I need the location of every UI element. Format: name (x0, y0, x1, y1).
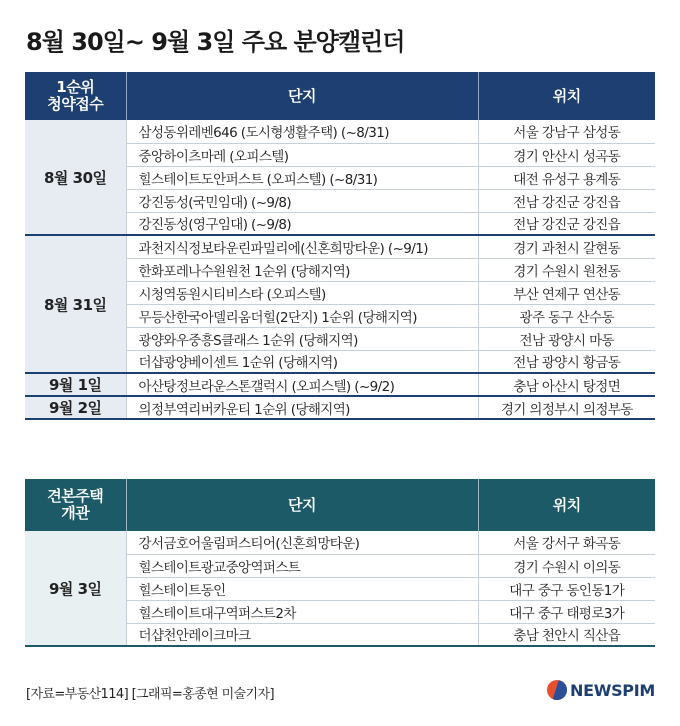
header-name: 단지 (126, 72, 478, 120)
complex-name-cell: 무등산한국아델리움더힐(2단지) 1순위 (당해지역) (126, 304, 478, 327)
complex-name-cell: 광양와우중흥S클래스 1순위 (당해지역) (126, 327, 478, 350)
location-cell: 충남 천안시 직산읍 (478, 623, 655, 646)
date-cell: 9월 1일 (25, 373, 126, 396)
complex-name-cell: 아산탕정브라운스톤갤럭시 (오피스텔) (~9/2) (126, 373, 478, 396)
table-row (25, 120, 655, 143)
header-date (25, 479, 126, 531)
location-cell: 대구 중구 동인동1가 (478, 577, 655, 600)
location-cell: 경기 수원시 이의동 (478, 554, 655, 577)
complex-name-cell: 강진동성(국민임대) (~9/8) (126, 189, 478, 212)
header-date-line2: 개관 (61, 504, 90, 522)
location-cell: 경기 과천시 갈현동 (478, 235, 655, 258)
location-cell: 경기 의정부시 의정부동 (478, 396, 655, 419)
date-cell: 8월 31일 (25, 235, 126, 373)
complex-name-cell: 더샵천안레이크마크 (126, 623, 478, 646)
complex-name-cell: 의정부역리버카운티 1순위 (당해지역) (126, 396, 478, 419)
table-row (25, 531, 655, 554)
location-cell: 대전 유성구 용계동 (478, 166, 655, 189)
table-header-row (25, 72, 655, 120)
date-cell: 9월 2일 (25, 396, 126, 419)
header-date-line1: 1순위 (56, 78, 95, 96)
complex-name-cell: 강진동성(영구임대) (~9/8) (126, 212, 478, 235)
header-name: 단지 (126, 479, 478, 531)
complex-name-cell: 시청역동원시티비스타 (오피스텔) (126, 281, 478, 304)
header-date (25, 72, 126, 120)
header-date-line1: 견본주택 (47, 487, 104, 505)
complex-name-cell: 강서금호어울림퍼스티어(신혼희망타운) (126, 531, 478, 554)
model-house-table (25, 479, 655, 647)
date-cell: 9월 3일 (25, 531, 126, 646)
table-row (25, 373, 655, 396)
complex-name-cell: 과천지식정보타운린파밀리에(신혼희망타운) (~9/1) (126, 235, 478, 258)
complex-name-cell: 힐스테이트대구역퍼스트2차 (126, 600, 478, 623)
location-cell: 전남 광양시 마동 (478, 327, 655, 350)
location-cell: 전남 강진군 강진읍 (478, 212, 655, 235)
table-row (25, 235, 655, 258)
location-cell: 전남 광양시 황금동 (478, 350, 655, 373)
date-cell: 8월 30일 (25, 120, 126, 235)
location-cell: 광주 동구 산수동 (478, 304, 655, 327)
location-cell: 경기 수원시 원천동 (478, 258, 655, 281)
table-row (25, 396, 655, 419)
newspim-logo (547, 679, 655, 701)
header-date-line2: 청약접수 (47, 95, 104, 113)
logo-text: NEWSPIM (570, 680, 655, 700)
location-cell: 부산 연제구 연산동 (478, 281, 655, 304)
complex-name-cell: 삼성동위레벤646 (도시형생활주택) (~8/31) (126, 120, 478, 143)
subscription-table (25, 72, 655, 420)
location-cell: 경기 안산시 성곡동 (478, 143, 655, 166)
newspim-logo-icon (547, 680, 567, 700)
complex-name-cell: 힐스테이트도안퍼스트 (오피스텔) (~8/31) (126, 166, 478, 189)
location-cell: 서울 강서구 화곡동 (478, 531, 655, 554)
location-cell: 전남 강진군 강진읍 (478, 189, 655, 212)
header-location: 위치 (478, 479, 655, 531)
complex-name-cell: 더샵광양베이센트 1순위 (당해지역) (126, 350, 478, 373)
location-cell: 서울 강남구 삼성동 (478, 120, 655, 143)
page-title: 8월 30일~ 9월 3일 주요 분양캘린더 (26, 28, 405, 56)
location-cell: 대구 중구 태평로3가 (478, 600, 655, 623)
complex-name-cell: 힐스테이트동인 (126, 577, 478, 600)
header-location: 위치 (478, 72, 655, 120)
source-credit: [자료=부동산114] [그래픽=홍종현 미술기자] (26, 687, 274, 702)
location-cell: 충남 아산시 탕정면 (478, 373, 655, 396)
table-header-row (25, 479, 655, 531)
complex-name-cell: 힐스테이트광교중앙역퍼스트 (126, 554, 478, 577)
complex-name-cell: 중앙하이츠마레 (오피스텔) (126, 143, 478, 166)
complex-name-cell: 한화포레나수원원천 1순위 (당해지역) (126, 258, 478, 281)
